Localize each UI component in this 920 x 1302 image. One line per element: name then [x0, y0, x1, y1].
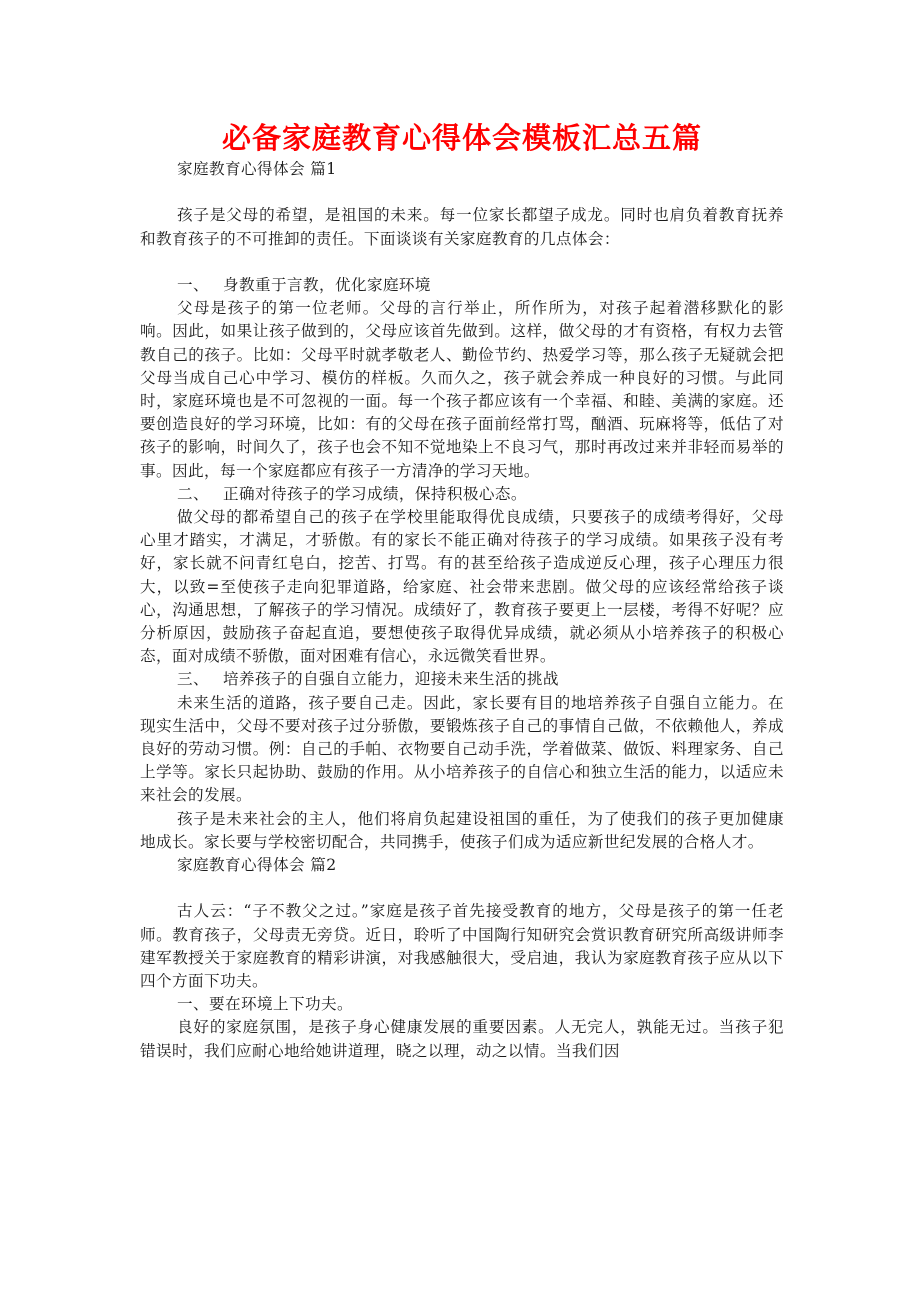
section-title-text: 正确对待孩子的学习成绩，保持积极心态。 — [223, 484, 527, 503]
document-title: 必备家庭教育心得体会模板汇总五篇 — [221, 121, 702, 155]
section-number: 三、 — [177, 670, 209, 689]
essay-2-section-1-title: 一、要在环境上下功夫。 — [177, 995, 353, 1014]
essay-2-heading: 家庭教育心得体会 篇2 — [177, 856, 337, 875]
essay-1-section-2-text: 做父母的都希望自己的孩子在学校里能取得优良成绩，只要孩子的成绩考得好，父母心里才踏实，才满足，才骄傲。有的家长不能正确对待孩子的学习成绩。如果孩子没有考好，家长就不问青红皂白，挖苦、打骂。有的甚至给孩子造成逆反心理，孩子心理压力很大，以致=至使孩子走向犯罪道路，给家庭、社会带来悲剧。做父母的应该经常给孩子谈心，沟通思想，了解孩子的学习情况。成绩好了，教育孩子要更上一层楼，考得不好呢？应分析原因，鼓励孩子奋起直追，要想使孩子取得优异成绩，就必须从小培养孩子的积极心态，面对成绩不骄傲，面对困难有信心，永远微笑看世界。 — [140, 508, 784, 666]
essay-2-section-1-text: 良好的家庭氛围，是孩子身心健康发展的重要因素。人无完人，孰能无过。当孩子犯错误时，我们应耐心地给她讲道理，晓之以理，动之以情。当我们因 — [140, 1018, 784, 1060]
essay-1-intro: 孩子是父母的希望，是祖国的未来。每一位家长都望子成龙。同时也肩负着教育抚养和教育孩子的不可推卸的责任。下面谈谈有关家庭教育的几点体会： — [140, 206, 784, 248]
section-number: 一、 — [177, 275, 209, 294]
blank-line — [140, 181, 784, 204]
blank-line — [140, 877, 784, 900]
essay-1-heading: 家庭教育心得体会 篇1 — [177, 160, 337, 178]
section-number: 二、 — [177, 484, 209, 503]
document-page — [140, 0, 784, 1063]
essay-2-intro: 古人云：“子不教父之过。”家庭是孩子首先接受教育的地方，父母是孩子的第一任老师。教育孩子，父母责无旁贷。近日，聆听了中国陶行知研究会赏识教育研究所高级讲师李建军教授关于家庭教育的精彩讲演，对我感触很大，受启迪，我认为家庭教育孩子应从以下四个方面下功夫。 — [140, 902, 784, 991]
section-title-text: 身教重于言教，优化家庭环境 — [223, 275, 431, 294]
essay-1-section-2-title — [140, 483, 784, 506]
section-title-text: 培养孩子的自强自立能力，迎接未来生活的挑战 — [223, 670, 559, 689]
essay-1-section-1-title — [140, 274, 784, 297]
essay-1-section-3-text: 未来生活的道路，孩子要自己走。因此，家长要有目的地培养孩子自强自立能力。在现实生活中，父母不要对孩子过分骄傲，要锻炼孩子自己的事情自己做，不依赖他人，养成良好的劳动习惯。例：自己的手帕、衣物要自己动手洗，学着做菜、做饭、料理家务、自己上学等。家长只起协助、鼓励的作用。从小培养孩子的自信心和独立生活的能力，以适应未来社会的发展。 — [140, 693, 784, 805]
blank-line — [140, 251, 784, 274]
essay-1-section-1-text: 父母是孩子的第一位老师。父母的言行举止，所作所为，对孩子起着潜移默化的影响。因此，如果让孩子做到的，父母应该首先做到。这样，做父母的才有资格，有权力去管教自己的孩子。比如：父母平时就孝敬老人、勤俭节约、热爱学习等，那么孩子无疑就会把父母当成自己心中学习、模仿的样板。久而久之，孩子就会养成一种良好的习惯。与此同时，家庭环境也是不可忽视的一面。每一个孩子都应该有一个幸福、和睦、美满的家庭。还要创造良好的学习环境，比如：有的父母在孩子面前经常打骂，酗酒、玩麻将等，低估了对孩子的影响，时间久了，孩子也会不知不觉地染上不良习气，那时再改过来并非轻而易举的事。因此，每一个家庭都应有孩子一方清净的学习天地。 — [140, 299, 784, 480]
essay-1-conclusion: 孩子是未来社会的主人，他们将肩负起建设祖国的重任，为了使我们的孩子更加健康地成长。家长要与学校密切配合，共同携手，使孩子们成为适应新世纪发展的合格人才。 — [140, 809, 784, 851]
essay-1-section-3-title — [140, 668, 784, 691]
